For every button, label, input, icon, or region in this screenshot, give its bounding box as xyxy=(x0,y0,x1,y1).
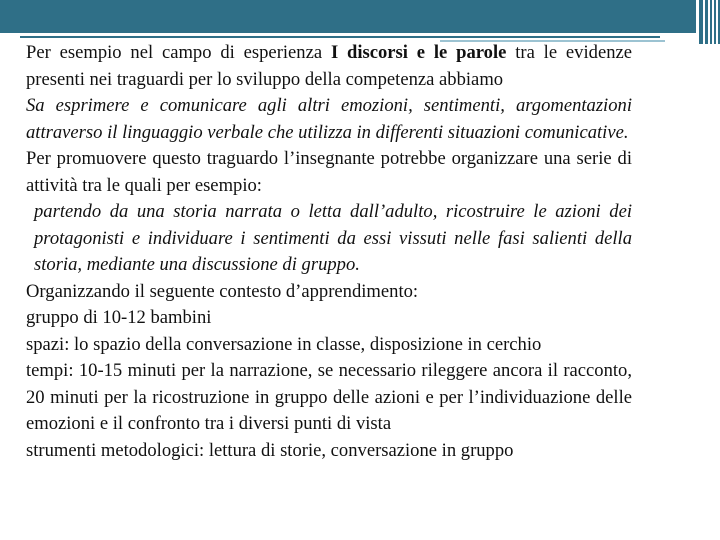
header-rule xyxy=(20,36,660,38)
goal-quote: Sa esprimere e comunicare agli altri emozioni, sentimenti, argomentazioni attraverso il linguaggio verbale che utilizza in differenti situazioni comunicative. xyxy=(26,95,632,143)
header-band xyxy=(0,0,696,33)
header-stripe xyxy=(710,0,712,44)
intro-paragraph xyxy=(26,40,632,93)
spaces-line: spazi: lo spazio della conversazione in classe, disposizione in cerchio xyxy=(26,333,542,355)
group-line: gruppo di 10-12 bambini xyxy=(26,307,212,328)
header-stripe xyxy=(699,0,703,44)
times-line: tempi: 10-15 minuti per la narrazione, se necessario rileggere ancora il racconto, 20 minuti per la ricostruzione in gruppo delle azioni e per l’individuazione delle emozioni e il confronto tra i diversi punti di vista xyxy=(26,360,632,434)
header-stripe xyxy=(714,0,716,44)
activity-description: partendo da una storia narrata o letta dall’adulto, ricostruire le azioni dei protagonisti e individuare i sentimenti da essi vissuti nelle fasi salienti della storia, mediante una discussione di gruppo. xyxy=(34,201,632,275)
slide-header-bar xyxy=(0,0,720,44)
slide-body xyxy=(26,40,632,464)
intro-text-end: tra le evidenze presenti nei traguardi per lo sviluppo della competenza abbiamo xyxy=(26,42,633,90)
tools-line: strumenti metodologici: lettura di storie, conversazione in gruppo xyxy=(26,439,514,461)
intro-text: Per esempio nel campo di esperienza xyxy=(26,42,331,63)
header-stripe xyxy=(705,0,708,44)
intro-bold-phrase: I discorsi e le parole xyxy=(330,42,507,63)
promote-paragraph: Per promuovere questo traguardo l’insegnante potrebbe organizzare una serie di attività tra le quali per esempio: xyxy=(26,148,632,196)
context-intro: Organizzando il seguente contesto d’apprendimento: xyxy=(26,280,419,302)
